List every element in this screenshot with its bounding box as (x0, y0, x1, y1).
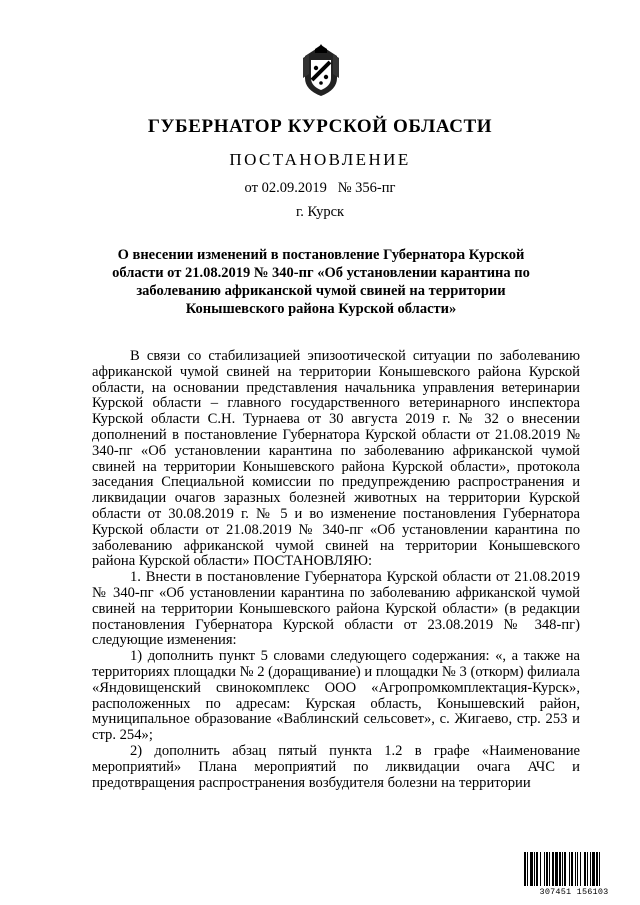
document-subject: О внесении изменений в постановление Губернатора Курской области от 21.08.2019 № 340-пг «Об установлении карантина по заболеванию африканской чумой свиней на территории Конышевского района Курской области» (112, 247, 530, 317)
barcode-bars (523, 852, 625, 886)
kursk-coat-of-arms-icon (299, 44, 343, 98)
document-body (92, 349, 580, 791)
subclause-1-paragraph: 1) дополнить пункт 5 словами следующего содержания: «, а также на территориях площадки № 2 (доращивание) и площадки № 3 (откорм) филиала «Яндовищенский свинокомплекс ООО «Агропромкомплектация-Курск», расположенных по адресам: Курская область, Конышевский район, муниципальное образование «Ваблинский сельсовет», с. Жигаево, стр. 253 и стр. 254»; (92, 648, 580, 744)
date-and-number: от 02.09.2019 № 356-пг (244, 180, 396, 196)
barcode-number: 307451 156103 (539, 887, 609, 897)
authority-title: ГУБЕРНАТОР КУРСКОЙ ОБЛАСТИ (147, 116, 493, 137)
clause-1-paragraph: 1. Внести в постановление Губернатора Курской области от 21.08.2019 № 340-пг «Об установлении карантина по заболеванию африканской чумой свиней на территории Конышевского района Курской области» (в редакции постановления Губернатора Курской области от 23.08.2019 № 348-пг) следующие изменения: (92, 569, 580, 649)
city: г. Курск (295, 204, 345, 220)
document-barcode (523, 852, 625, 897)
coat-of-arms-emblem (299, 44, 343, 98)
preamble-paragraph: В связи со стабилизацией эпизоотической ситуации по заболеванию африканской чумой свиней на территории Конышевского района Курской области, на основании представления начальника управления ветеринарии Курской области – главного государственного ветеринарного инспектора Курской области С.Н. Турнаева от 30 августа 2019 г. № 32 о внесении дополнений в постановление Губернатора Курской области от 21.08.2019 № 340-пг «Об установлении карантина по заболеванию африканской чумой свиней на территории Конышевского района Курской области», протокола заседания Специальной комиссии по предупреждению распространения и ликвидации очагов заразных болезней животных на территории Курской области от 30.08.2019 г. № 5 и во изменение постановления Губернатора Курской области от 21.08.2019 № 340-пг «Об установлении карантина по заболеванию африканской чумой свиней на территории Конышевского района Курской области» ПОСТАНОВЛЯЮ: (92, 348, 580, 570)
document-type: ПОСТАНОВЛЕНИЕ (229, 150, 411, 169)
subclause-2-paragraph: 2) дополнить абзац пятый пункта 1.2 в графе «Наименование мероприятий» Плана мероприятий по ликвидации очага АЧС и предотвращения распространения возбудителя болезни на территории (92, 742, 580, 791)
